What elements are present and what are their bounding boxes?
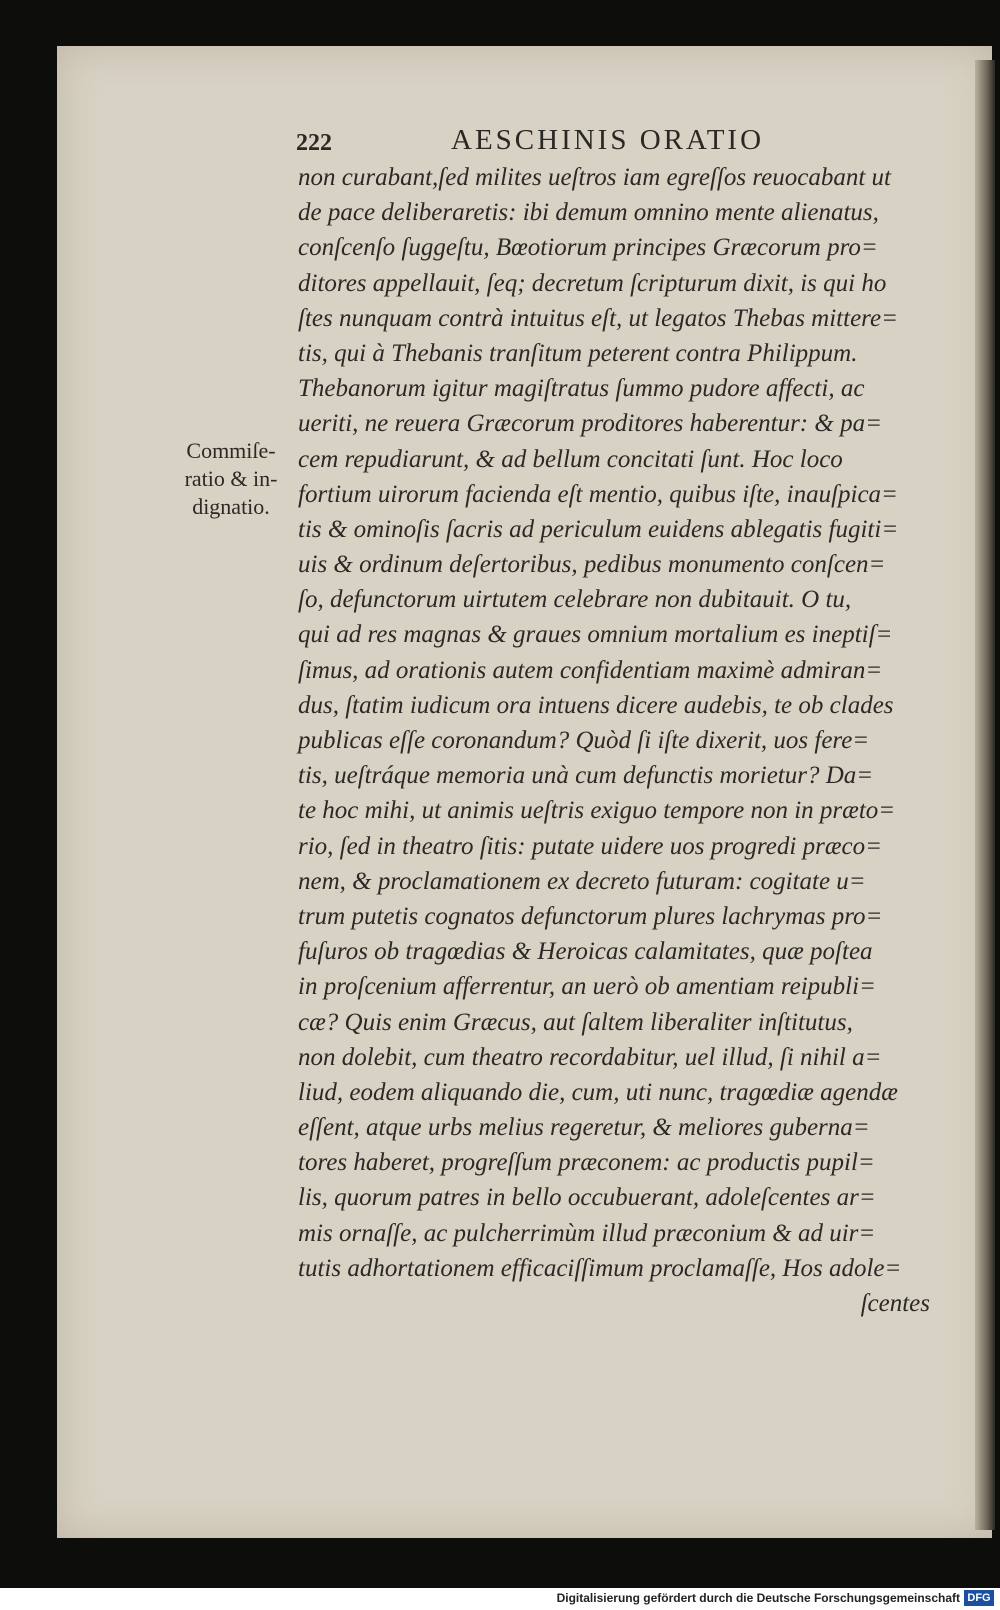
text-line: tis, qui à Thebanis tranſitum peterent contra Philippum.: [298, 339, 858, 367]
page-header: [296, 124, 816, 158]
text-line: nem, & proclamationem ex decreto futuram: cogitate u=: [298, 867, 866, 895]
running-title: AESCHINIS ORATIO: [451, 124, 765, 156]
text-line: fuſuros ob tragœdias & Heroicas calamitates, quæ poſtea: [298, 938, 873, 966]
text-line: ueriti, ne reuera Græcorum proditores haberentur: & pa=: [298, 410, 882, 438]
text-line: rio, ſed in theatro ſitis: putate uidere uos progredi præco=: [298, 832, 882, 860]
text-line: ſo, defunctorum uirtutem celebrare non dubitauit. O tu,: [298, 586, 852, 614]
marginal-note-line: Commiſe-: [186, 438, 276, 463]
text-line: tis & ominoſis ſacris ad periculum euidens ablegatis fugiti=: [298, 515, 899, 543]
text-line: eſſent, atque urbs melius regeretur, & meliores guberna=: [298, 1114, 870, 1142]
text-line: mis ornaſſe, ac pulcherrimùm illud præconium & ad uir=: [298, 1219, 876, 1247]
text-line: te hoc mihi, ut animis ueſtris exiguo tempore non in præto=: [298, 797, 896, 825]
text-line: non curabant,ſed milites ueſtros iam egreſſos reuocabant ut: [298, 164, 891, 191]
text-line: cem repudiarunt, & ad bellum concitati ſunt. Hoc loco: [298, 445, 843, 473]
text-line: qui ad res magnas & graues omnium mortalium es ineptiſ=: [298, 621, 893, 649]
text-line: tutis adhortationem efficaciſſimum proclamaſſe, Hos adole=: [298, 1254, 902, 1282]
text-line: tores haberet, progreſſum præconem: ac productis pupil=: [298, 1149, 875, 1177]
text-line: non dolebit, cum theatro recordabitur, uel illud, ſi nihil a=: [298, 1043, 882, 1071]
text-line: Thebanorum igitur magiſtratus ſummo pudore affecti, ac: [298, 375, 865, 403]
text-line: ditores appellauit, ſeq; decretum ſcripturum dixit, is qui ho: [298, 269, 887, 297]
text-line: fortium uirorum facienda eſt mentio, quibus iſte, inauſpica=: [298, 480, 898, 508]
text-line: tis, ueſtráque memoria unà cum defunctis morietur? Da=: [298, 762, 874, 790]
text-line: de pace deliberaretis: ibi demum omnino mente alienatus,: [298, 199, 879, 227]
text-line: ſimus, ad orationis autem confidentiam maximè admiran=: [298, 656, 883, 684]
page-edge: [975, 60, 995, 1530]
text-line: cæ? Quis enim Græcus, aut ſaltem liberaliter inſtitutus,: [298, 1008, 853, 1036]
text-line: dus, ſtatim iudicum ora intuens dicere audebis, te ob clades: [298, 691, 894, 719]
text-line: in proſcenium afferrentur, an uerò ob amentiam reipubli=: [298, 973, 876, 1001]
footer-bar: [0, 1588, 1000, 1610]
text-line: uis & ordinum deſertoribus, pedibus monumento conſcen=: [298, 551, 886, 579]
text-line: ſtes nunquam contrà intuitus eſt, ut legatos Thebas mittere=: [298, 304, 898, 332]
text-line: publicas eſſe coronandum? Quòd ſi iſte dixerit, uos fere=: [298, 727, 870, 754]
dfg-logo: DFG: [964, 1590, 994, 1606]
marginal-note-line: dignatio.: [192, 494, 270, 519]
funding-credit: Digitalisierung gefördert durch die Deutsche Forschungsgemeinschaft: [556, 1591, 960, 1605]
marginal-note-line: ratio & in-: [184, 466, 278, 491]
text-line: trum putetis cognatos defunctorum plures lachrymas pro=: [298, 902, 883, 930]
text-line: liud, eodem aliquando die, cum, uti nunc, tragœdiæ agendæ: [298, 1078, 898, 1106]
catchword: ſcentes: [860, 1290, 930, 1317]
text-line: conſcenſo ſuggeſtu, Bœotiorum principes Græcorum pro=: [298, 234, 878, 262]
marginal-note: [166, 437, 296, 521]
text-line: lis, quorum patres in bello occubuerant, adoleſcentes ar=: [298, 1184, 876, 1212]
body-text: [298, 160, 958, 1321]
page-number: 222: [296, 130, 332, 156]
